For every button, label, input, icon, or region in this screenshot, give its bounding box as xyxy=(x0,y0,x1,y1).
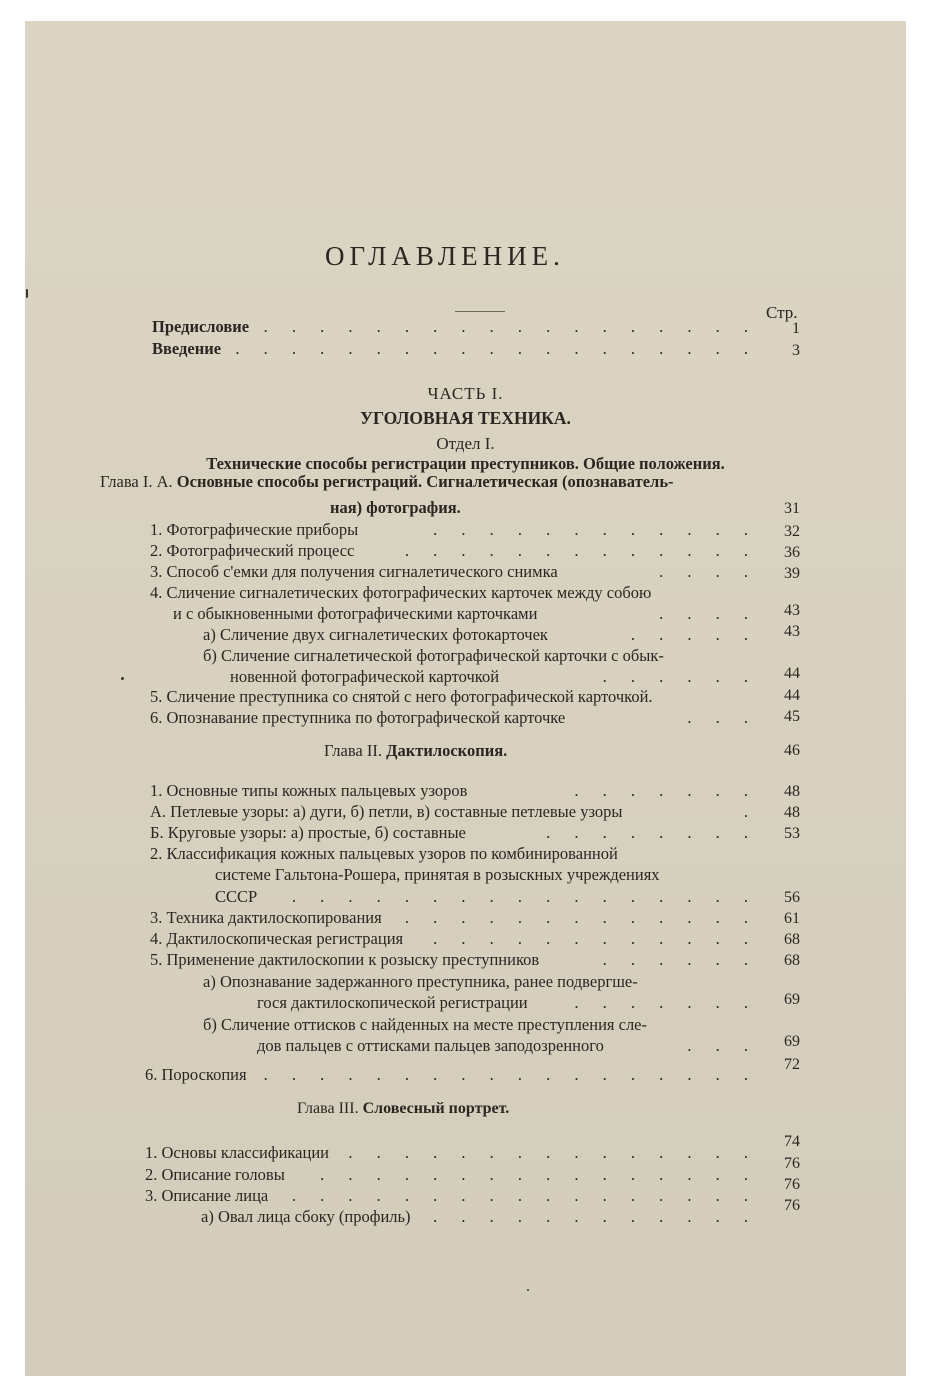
toc-entry-label: СССР xyxy=(215,887,258,906)
toc-entry[interactable] xyxy=(150,519,758,541)
toc-entry-label: б) Сличение сигналетической фотографической карточки с обык- xyxy=(203,646,664,665)
page-number: 31 xyxy=(784,500,800,517)
page-number: 76 xyxy=(784,1197,800,1214)
chapter-name: Дактилоскопия. xyxy=(386,741,508,760)
toc-entry-cont[interactable] xyxy=(215,864,758,886)
leader-dots: . . . . . . xyxy=(602,667,758,686)
toc-entry-label: 4. Сличение сигналетических фотографических карточек между собою xyxy=(150,583,652,602)
book-page xyxy=(25,21,906,1376)
page-number: 48 xyxy=(784,804,800,821)
leader-dots: . . . xyxy=(687,1036,758,1055)
toc-entry-label: и с обыкновенными фотографическими карточками xyxy=(173,604,538,623)
toc-entry-cont[interactable] xyxy=(230,666,758,688)
toc-entry-label: 6. Пороскопия xyxy=(145,1065,247,1084)
page-number: 1 xyxy=(792,320,800,337)
page-number: 39 xyxy=(784,565,800,582)
chapter-prefix: Глава II. xyxy=(324,741,382,760)
leader-dots: . . . . . . . xyxy=(574,781,758,800)
page-number: 48 xyxy=(784,783,800,800)
page-number: 44 xyxy=(784,687,800,704)
leader-dots: . . . . . . . . . . . . . . . . . . . xyxy=(235,339,758,358)
chapter1-heading-cont: ная) фотография. xyxy=(330,498,461,517)
toc-entry[interactable] xyxy=(203,971,758,993)
paper-speck xyxy=(527,1289,529,1291)
part-label: ЧАСТЬ I. xyxy=(427,384,504,403)
toc-entry-label: Б. Круговые узоры: а) простые, б) составные xyxy=(150,823,466,842)
chapter-name: Словесный портрет. xyxy=(362,1100,510,1117)
toc-entry-preface[interactable] xyxy=(152,316,758,338)
chapter-prefix: Глава III. xyxy=(297,1100,359,1117)
leader-dots: . xyxy=(743,802,758,821)
leader-dots: . . . . . . . . . . . . . . . . . xyxy=(291,1186,758,1205)
section-label: Отдел I. xyxy=(436,434,495,453)
leader-dots: . . . . xyxy=(659,562,758,581)
leader-dots: . . . . . . . . . . . . . . . xyxy=(348,1143,758,1162)
toc-entry[interactable] xyxy=(203,645,758,667)
page-number: 43 xyxy=(784,623,800,640)
page-number: 3 xyxy=(792,342,800,359)
toc-entry-label: а) Опознавание задержанного преступника, ранее подвергше- xyxy=(203,972,638,991)
chapter-prefix: Глава I. А. xyxy=(100,472,173,491)
leader-dots: . . . . . xyxy=(630,625,758,644)
toc-entry[interactable] xyxy=(150,561,758,583)
leader-dots: . . . . . . . . xyxy=(546,823,758,842)
leader-dots: . . . . . . . . . . . . . xyxy=(404,541,758,560)
toc-entry-label: гося дактилоскопической регистрации xyxy=(257,993,528,1012)
toc-entry[interactable] xyxy=(201,1206,758,1228)
toc-entry-label: 2. Фотографический процесс xyxy=(150,541,355,560)
toc-entry-label: 5. Сличение преступника со снятой с него фотографической карточкой. xyxy=(150,687,653,706)
part-name: УГОЛОВНАЯ ТЕХНИКА. xyxy=(360,408,571,428)
page-number: 69 xyxy=(784,991,800,1008)
toc-entry[interactable] xyxy=(150,582,758,604)
page-number: 45 xyxy=(784,708,800,725)
toc-entry-label: 2. Описание головы xyxy=(145,1165,285,1184)
toc-entry[interactable] xyxy=(145,1164,758,1186)
toc-entry-cont[interactable] xyxy=(257,992,758,1014)
toc-entry[interactable] xyxy=(150,843,758,865)
leader-dots: . . . . . . . . . . . . xyxy=(433,1207,758,1226)
toc-entry-label: дов пальцев с оттисками пальцев заподозренного xyxy=(257,1036,604,1055)
toc-entry[interactable] xyxy=(150,801,758,823)
toc-entry[interactable] xyxy=(150,780,758,802)
page-number: 76 xyxy=(784,1176,800,1193)
page-number: 69 xyxy=(784,1033,800,1050)
toc-entry-label: А. Петлевые узоры: а) дуги, б) петли, в) составные петлевые узоры xyxy=(150,802,623,821)
toc-entry[interactable] xyxy=(150,822,758,844)
page-number: 61 xyxy=(784,910,800,927)
toc-entry-label: б) Сличение оттисков с найденных на месте преступления сле- xyxy=(203,1015,647,1034)
toc-entry[interactable] xyxy=(150,928,758,950)
page-number: 68 xyxy=(784,952,800,969)
toc-entry[interactable] xyxy=(150,949,758,971)
chapter1-heading[interactable] xyxy=(100,471,674,493)
leader-dots: . . . . . . . . . . . . . . . . . . xyxy=(263,1065,758,1084)
toc-entry-label: 4. Дактилоскопическая регистрация xyxy=(150,929,404,948)
leader-dots: . . . xyxy=(687,708,758,727)
leader-dots: . . . . xyxy=(659,604,758,623)
chapter3-heading[interactable] xyxy=(297,1098,509,1120)
toc-entry-cont[interactable] xyxy=(173,603,758,625)
page-column-header: Стр. xyxy=(766,303,798,322)
chapter2-heading[interactable] xyxy=(324,740,507,762)
toc-entry-label: 1. Фотографические приборы xyxy=(150,520,359,539)
toc-entry-label: 2. Классификация кожных пальцевых узоров по комбинированной xyxy=(150,844,618,863)
leader-dots: . . . . . . . . . . . . xyxy=(433,929,758,948)
section-name: Технические способы регистрации преступников. Общие положения. xyxy=(206,454,725,473)
toc-entry-label: а) Овал лица сбоку (профиль) xyxy=(201,1207,411,1226)
toc-entry-label: а) Сличение двух сигналетических фотокарточек xyxy=(203,625,548,644)
page-number: 32 xyxy=(784,523,800,540)
toc-entry-label: 3. Техника дактилоскопирования xyxy=(150,908,382,927)
toc-entry[interactable] xyxy=(150,540,758,562)
toc-entry-label: Введение xyxy=(152,339,222,358)
toc-entry-label: 3. Способ с'емки для получения сигналетического снимка xyxy=(150,562,558,581)
toc-entry-label: новенной фотографической карточкой xyxy=(230,667,500,686)
toc-entry-cont[interactable] xyxy=(257,1035,758,1057)
toc-entry[interactable] xyxy=(203,1014,758,1036)
page-number: 68 xyxy=(784,931,800,948)
toc-entry[interactable] xyxy=(145,1064,758,1086)
leader-dots: . . . . . . . . . . . . . xyxy=(404,908,758,927)
chapter-name: Основные способы регистраций. Сигналетическая (опознаватель- xyxy=(176,472,674,491)
toc-entry-cont[interactable] xyxy=(215,886,758,908)
toc-entry-label: Предисловие xyxy=(152,317,250,336)
leader-dots: . . . . . . . . . . . . . . . . xyxy=(320,1165,758,1184)
toc-entry[interactable] xyxy=(150,907,758,929)
page-number: 44 xyxy=(784,665,800,682)
page-number: 74 xyxy=(784,1133,800,1150)
toc-entry-introduction[interactable] xyxy=(152,338,758,360)
leader-dots: . . . . . . xyxy=(602,950,758,969)
paper-speck xyxy=(26,289,28,298)
leader-dots: . . . . . . . . . . . . . . . . . xyxy=(291,887,758,906)
toc-entry-label: 1. Основы классификации xyxy=(145,1143,329,1162)
page-number: 36 xyxy=(784,544,800,561)
toc-entry-label: 5. Применение дактилоскопии к розыску преступников xyxy=(150,950,540,969)
leader-dots: . . . . . . . xyxy=(574,993,758,1012)
page-number: 72 xyxy=(784,1056,800,1073)
toc-entry-label: 6. Опознавание преступника по фотографической карточке xyxy=(150,708,566,727)
toc-entry-label: 1. Основные типы кожных пальцевых узоров xyxy=(150,781,468,800)
toc-entry[interactable] xyxy=(145,1142,758,1164)
toc-title: ОГЛАВЛЕНИЕ. xyxy=(325,241,565,271)
toc-entry[interactable] xyxy=(150,686,758,708)
leader-dots: . . . . . . . . . . . . . . . . . . xyxy=(263,317,758,336)
paper-speck xyxy=(121,677,124,680)
toc-entry[interactable] xyxy=(203,624,758,646)
page-number: 76 xyxy=(784,1155,800,1172)
toc-entry[interactable] xyxy=(150,707,758,729)
leader-dots: . . . . . . . . . . . . xyxy=(433,520,758,539)
page-number: 46 xyxy=(784,742,800,759)
title-rule xyxy=(455,311,505,312)
toc-entry-label: 3. Описание лица xyxy=(145,1186,269,1205)
toc-entry-label: системе Гальтона-Рошера, принятая в розыскных учреждениях xyxy=(215,865,660,884)
toc-entry[interactable] xyxy=(145,1185,758,1207)
page-number: 56 xyxy=(784,889,800,906)
page-number: 43 xyxy=(784,602,800,619)
page-number: 53 xyxy=(784,825,800,842)
